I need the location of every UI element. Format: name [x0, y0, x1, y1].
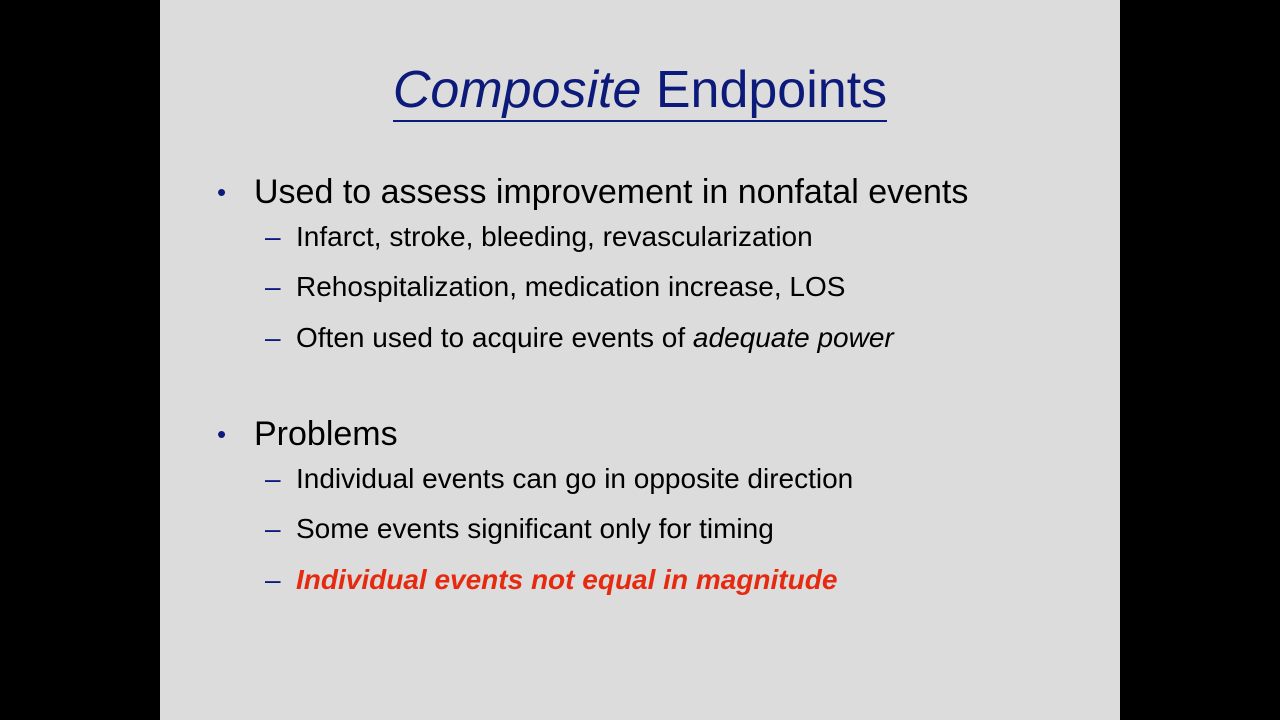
title-italic-word: Composite	[392, 61, 642, 119]
bullet-marker-icon: •	[217, 419, 227, 449]
dash-marker-icon: –	[265, 221, 281, 252]
slide-title	[160, 58, 1120, 122]
sub-item-text: Infarct, stroke, bleeding, revascularization	[296, 221, 813, 252]
sub-item-emphasis: adequate power	[692, 322, 894, 353]
dash-marker-icon: –	[265, 564, 281, 595]
dash-marker-icon: –	[265, 271, 281, 302]
sub-item	[265, 220, 813, 254]
sub-item	[265, 512, 774, 546]
bullet-text: Used to assess improvement in nonfatal events	[254, 173, 969, 211]
dash-marker-icon: –	[265, 322, 281, 353]
dash-marker-icon: –	[265, 463, 281, 494]
sub-item-text: Individual events can go in opposite direction	[296, 463, 854, 494]
bullet-problems	[217, 414, 398, 454]
sub-item-text: Some events significant only for timing	[296, 513, 774, 544]
slide-title-underlined	[393, 60, 887, 122]
sub-item-text: Often used to acquire events of	[296, 322, 693, 353]
title-rest: Endpoints	[641, 61, 888, 119]
sub-item-text: Rehospitalization, medication increase, LOS	[296, 271, 846, 302]
sub-item	[265, 462, 853, 496]
sub-item-highlighted	[265, 563, 837, 597]
bullet-marker-icon: •	[217, 177, 227, 207]
bullet-used-to-assess	[217, 172, 968, 212]
sub-item-text-highlighted: Individual events not equal in magnitude	[296, 564, 838, 595]
bullet-text: Problems	[254, 415, 398, 453]
dash-marker-icon: –	[265, 513, 281, 544]
slide	[160, 0, 1120, 720]
sub-item	[265, 321, 894, 355]
sub-item	[265, 270, 845, 304]
